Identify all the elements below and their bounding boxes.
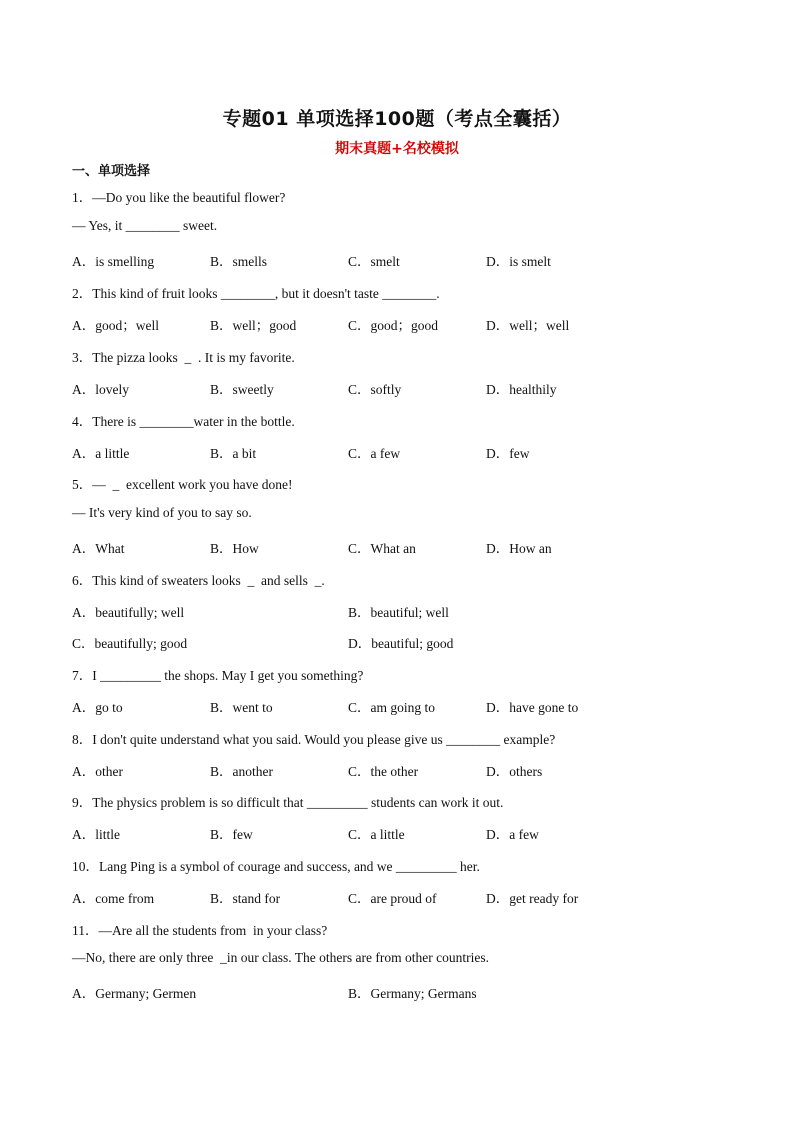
option-a[interactable]: A．a little [72, 446, 130, 461]
option-a[interactable]: A．is smelling [72, 254, 155, 269]
option-a[interactable]: A．go to [72, 700, 123, 715]
option-c[interactable]: C．good；good [348, 318, 439, 333]
question-stem: —No, there are only three _in our class. The others are from other countries. [72, 950, 489, 965]
option-a[interactable]: A．What [72, 541, 125, 556]
option-b[interactable]: B．smells [210, 254, 268, 269]
option-a[interactable]: A．beautifully; well [72, 605, 185, 620]
option-c[interactable]: C．smelt [348, 254, 400, 269]
option-b[interactable]: B．went to [210, 700, 273, 715]
option-c[interactable]: C．softly [348, 382, 402, 397]
option-d[interactable]: D．healthily [486, 382, 557, 397]
question-stem: 2．This kind of fruit looks ________, but it doesn't taste ________. [72, 286, 440, 301]
question-stem: 3．The pizza looks _ . It is my favorite. [72, 350, 295, 365]
option-a[interactable]: A．other [72, 764, 123, 779]
section-heading: 一、单项选择 [72, 164, 151, 179]
option-c[interactable]: C．the other [348, 764, 419, 779]
option-c[interactable]: C．a few [348, 446, 401, 461]
document-title: 专题01 单项选择100题（考点全囊括） [222, 108, 572, 130]
question-stem: — It's very kind of you to say so. [72, 505, 252, 520]
option-d[interactable]: D．beautiful; good [348, 636, 454, 651]
option-b[interactable]: B．another [210, 764, 273, 779]
option-b[interactable]: B．well；good [210, 318, 297, 333]
question-stem: 5．— _ excellent work you have done! [72, 477, 293, 492]
option-a[interactable]: A．good；well [72, 318, 159, 333]
question-stem: 10．Lang Ping is a symbol of courage and success, and we _________ her. [72, 859, 480, 874]
option-d[interactable]: D．well；well [486, 318, 570, 333]
option-a[interactable]: A．come from [72, 891, 155, 906]
option-c[interactable]: C．What an [348, 541, 416, 556]
option-c[interactable]: C．am going to [348, 700, 435, 715]
option-d[interactable]: D．others [486, 764, 543, 779]
option-b[interactable]: B．sweetly [210, 382, 274, 397]
option-c[interactable]: C．a little [348, 827, 405, 842]
question-stem: 1．—Do you like the beautiful flower? [72, 190, 286, 205]
option-a[interactable]: A．little [72, 827, 120, 842]
question-stem: 9．The physics problem is so difficult that _________ students can work it out. [72, 795, 504, 810]
option-d[interactable]: D．have gone to [486, 700, 579, 715]
option-d[interactable]: D．get ready for [486, 891, 579, 906]
question-stem: 6．This kind of sweaters looks _ and sells _. [72, 573, 325, 588]
option-a[interactable]: A．lovely [72, 382, 129, 397]
option-b[interactable]: B．stand for [210, 891, 281, 906]
option-d[interactable]: D．How an [486, 541, 552, 556]
question-stem: 11．—Are all the students from in your class? [72, 923, 328, 938]
option-b[interactable]: B．few [210, 827, 253, 842]
question-stem: 8．I don't quite understand what you said. Would you please give us ________ example? [72, 732, 556, 747]
option-b[interactable]: B．a bit [210, 446, 257, 461]
question-stem: 4．There is ________water in the bottle. [72, 414, 295, 429]
option-c[interactable]: C．beautifully; good [72, 636, 188, 651]
option-d[interactable]: D．is smelt [486, 254, 551, 269]
option-b[interactable]: B．beautiful; well [348, 605, 449, 620]
option-a[interactable]: A．Germany; Germen [72, 986, 197, 1001]
question-stem: 7．I _________ the shops. May I get you something? [72, 668, 364, 683]
option-d[interactable]: D．few [486, 446, 530, 461]
question-stem: — Yes, it ________ sweet. [72, 218, 218, 233]
option-d[interactable]: D．a few [486, 827, 539, 842]
option-b[interactable]: B．How [210, 541, 259, 556]
option-c[interactable]: C．are proud of [348, 891, 437, 906]
option-b[interactable]: B．Germany; Germans [348, 986, 477, 1001]
document-subtitle: 期末真题+名校模拟 [335, 141, 459, 157]
